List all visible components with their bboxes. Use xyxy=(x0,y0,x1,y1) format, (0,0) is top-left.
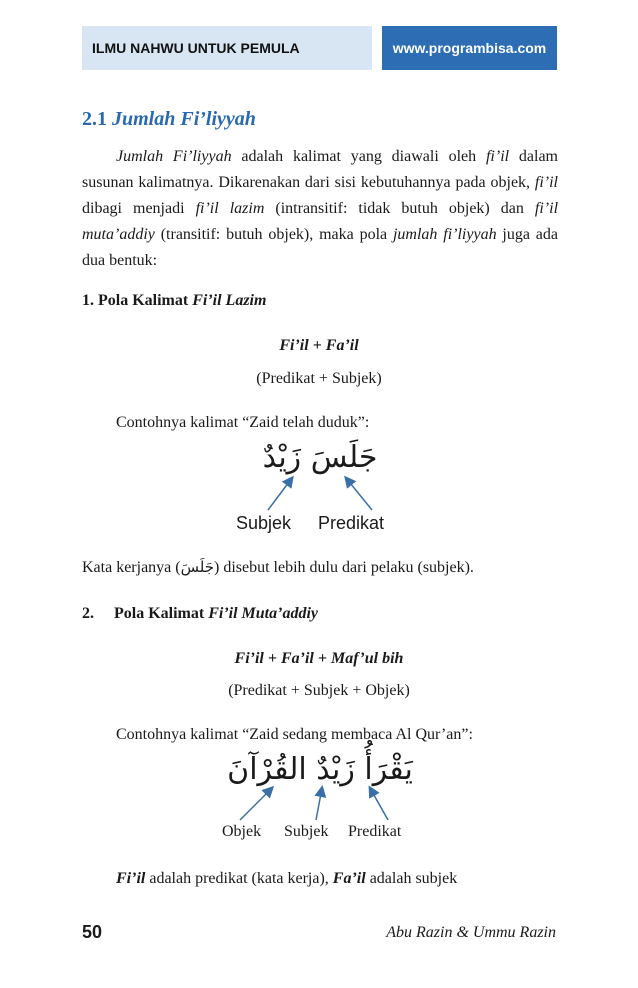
pola1-note: Kata kerjanya (جَلَسَ) disebut lebih dulu dari pelaku (subjek). xyxy=(82,558,474,576)
section-title: Jumlah Fi’liyyah xyxy=(112,108,256,130)
pola1-formula: Fi’il + Fa’il xyxy=(279,337,359,354)
pola1-label-subjek: Subjek xyxy=(236,513,292,533)
last_line-run: adalah predikat (kata kerja), xyxy=(145,870,333,887)
arrow-objek-2 xyxy=(240,788,272,820)
section-number: 2.1 xyxy=(82,108,107,130)
last_line-run: Fi’il xyxy=(116,870,146,887)
pola2-label-predikat: Predikat xyxy=(348,823,402,840)
pola2-label-subjek: Subjek xyxy=(284,823,329,840)
arrow-subjek-1 xyxy=(268,478,292,510)
arrow-subjek-2 xyxy=(316,788,322,820)
pola1-arabic: جَلَسَ زَيْدٌ xyxy=(262,440,378,475)
pola2-formula: Fi’il + Fa’il + Maf’ul bih xyxy=(234,650,404,667)
intro-run: fi’il lazim xyxy=(195,200,265,217)
intro-run: fi’il muta’addiy xyxy=(82,200,559,243)
pola1-title: 1. Pola Kalimat Fi’il Lazim xyxy=(82,292,267,309)
last_line-run: Fa’il xyxy=(332,870,366,887)
pola2-arabic: يَقْرَأُ زَيْدٌ القُرْآنَ xyxy=(227,752,413,787)
pola2-title: 2. Pola Kalimat Fi’il Muta’addiy xyxy=(82,605,318,622)
pola1-label-predikat: Predikat xyxy=(318,513,385,533)
intro-run: adalah kalimat yang diawali oleh xyxy=(231,148,486,165)
pola1-example: Contohnya kalimat “Zaid telah duduk”: xyxy=(116,414,370,431)
last_line-run: adalah subjek xyxy=(365,870,458,887)
pola1-formula-sub: (Predikat + Subjek) xyxy=(256,370,382,387)
intro-run: fi’il xyxy=(534,174,558,191)
book-title: ILMU NAHWU UNTUK PEMULA xyxy=(82,26,372,70)
intro-run: dibagi menjadi xyxy=(82,200,196,217)
intro-run: (transitif: butuh objek), maka pola xyxy=(154,226,393,243)
website-badge: www.programbisa.com xyxy=(382,26,557,70)
author-credit: Abu Razin & Ummu Razin xyxy=(386,924,556,941)
intro-run: dalam susunan kalimatnya. Dikarenakan dari sisi kebutuhannya pada objek, xyxy=(82,148,558,191)
intro-run: juga ada dua bentuk: xyxy=(82,226,559,269)
page-number: 50 xyxy=(82,922,103,942)
pola2-label-objek: Objek xyxy=(222,823,262,840)
intro-run: jumlah fi’liyyah xyxy=(392,226,497,243)
arrow-predikat-2 xyxy=(370,788,388,820)
intro-run: (intransitif: tidak butuh objek) dan xyxy=(264,200,535,217)
arrow-predikat-1 xyxy=(346,478,372,510)
pola2-formula-sub: (Predikat + Subjek + Objek) xyxy=(228,682,410,699)
intro-run: fi’il xyxy=(485,148,510,165)
intro-run: Jumlah Fi’liyyah xyxy=(116,148,232,165)
pola2-example: Contohnya kalimat “Zaid sedang membaca Al Qur’an”: xyxy=(116,726,473,743)
